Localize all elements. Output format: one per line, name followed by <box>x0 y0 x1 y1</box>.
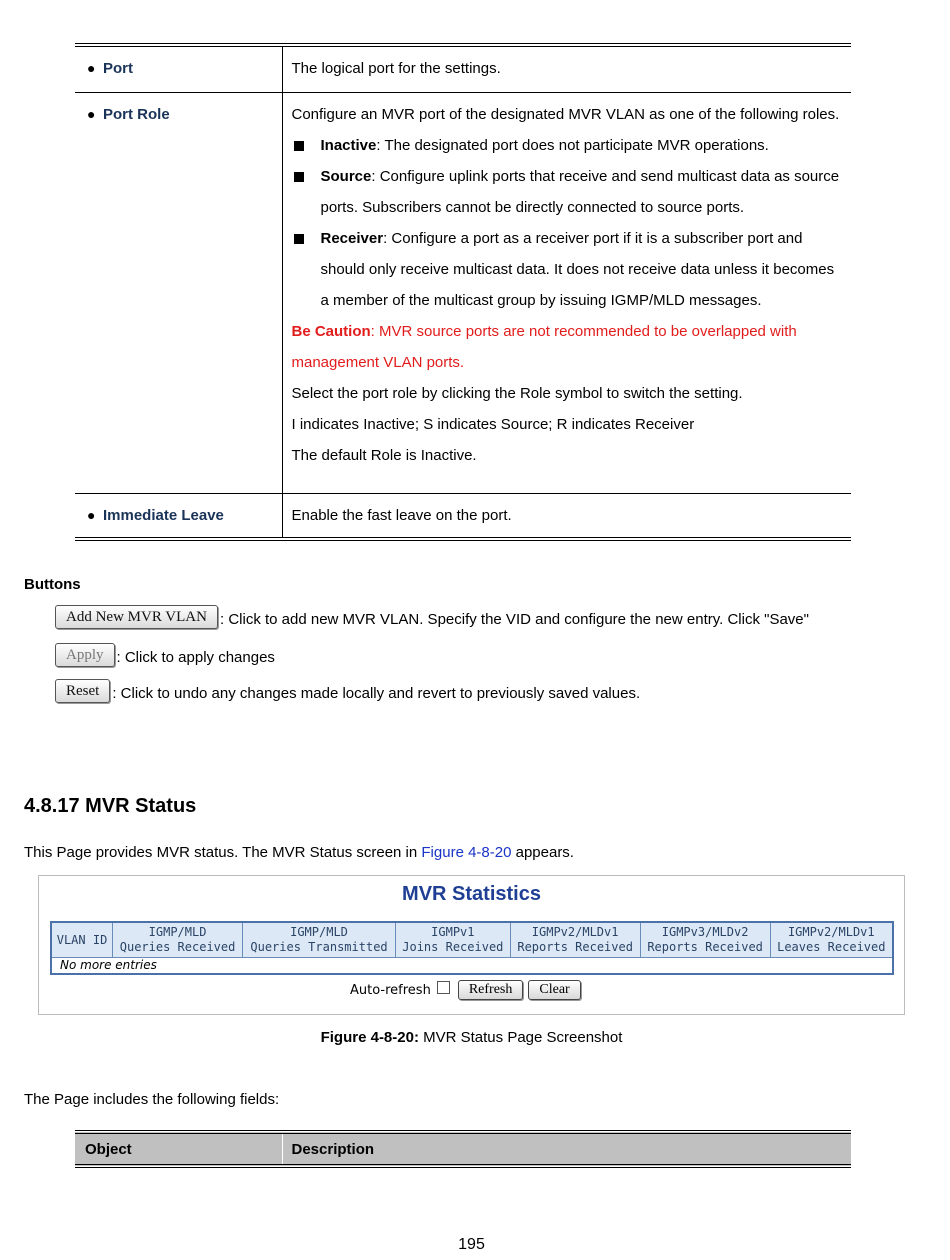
description-immediate-leave: Enable the fast leave on the port. <box>282 493 851 539</box>
description-column-header: Description <box>282 1132 851 1166</box>
caption-label: Figure 4-8-20: <box>320 1029 419 1046</box>
square-bullet-icon <box>294 141 304 151</box>
header-line: Joins Received <box>402 940 504 954</box>
object-name-port: Port <box>103 60 133 77</box>
figure-caption <box>0 1029 943 1046</box>
role-text: : Configure uplink ports that receive and send multicast data as source ports. Subscribers cannot be directly connected to source ports. <box>320 167 840 216</box>
refresh-button[interactable]: Refresh <box>458 980 524 1000</box>
auto-refresh-label: Auto-refresh <box>350 982 431 998</box>
header-line: IGMP/MLD <box>148 925 207 939</box>
description-port: The logical port for the settings. <box>282 45 851 92</box>
header-line: IGMP/MLD <box>290 925 348 939</box>
add-new-mvr-vlan-button[interactable]: Add New MVR VLAN <box>55 605 218 629</box>
column-header <box>243 922 396 958</box>
header-line: Leaves Received <box>777 940 886 954</box>
intro-text: appears. <box>511 844 574 861</box>
role-indicates-line: I indicates Inactive; S indicates Source; R indicates Receiver <box>291 415 695 433</box>
column-header <box>640 922 770 958</box>
apply-button[interactable]: Apply <box>55 643 115 667</box>
object-name-port-role: Port Role <box>103 105 170 123</box>
object-cell <box>75 92 282 493</box>
object-cell <box>75 493 282 539</box>
figure-link[interactable]: Figure 4-8-20 <box>421 844 512 861</box>
role-item-receiver <box>292 223 846 316</box>
role-select-line: Select the port role by clicking the Role symbol to switch the setting. <box>291 384 743 402</box>
role-term: Inactive <box>320 136 377 154</box>
column-header <box>113 922 243 958</box>
reset-button[interactable]: Reset <box>55 679 110 703</box>
object-name-immediate-leave: Immediate Leave <box>103 506 224 524</box>
caution-note <box>292 316 846 378</box>
object-description-table <box>75 1130 851 1168</box>
fields-intro: The Page includes the following fields: <box>24 1091 280 1108</box>
table-row-port <box>75 45 851 92</box>
button-description: : Click to add new MVR VLAN. Specify the VID and configure the new entry. Click "Save" <box>219 611 809 628</box>
intro-text: This Page provides MVR status. The MVR Status screen in <box>24 844 422 861</box>
button-row-apply <box>55 643 275 667</box>
object-cell <box>75 45 282 92</box>
page-number: 195 <box>458 1236 485 1253</box>
bullet-icon: ● <box>87 506 96 523</box>
header-line: Reports Received <box>647 940 763 954</box>
buttons-section-title: Buttons <box>24 576 81 593</box>
role-item-inactive <box>292 130 846 161</box>
role-text: : The designated port does not participate MVR operations. <box>376 136 769 154</box>
header-line: IGMPv2/MLDv1 <box>531 925 619 939</box>
table-row-port-role <box>75 92 851 493</box>
square-bullet-icon <box>294 172 304 182</box>
role-default-line: The default Role is Inactive. <box>291 446 477 464</box>
role-term: Source <box>320 167 372 185</box>
header-line: IGMPv3/MLDv2 <box>661 925 749 939</box>
auto-refresh-checkbox[interactable] <box>437 981 450 994</box>
bullet-icon: ● <box>87 105 96 122</box>
statistics-table <box>50 921 894 975</box>
statistics-title: MVR Statistics <box>402 883 541 905</box>
statistics-header-row <box>51 922 893 958</box>
square-bullet-icon <box>294 234 304 244</box>
caption-text: MVR Status Page Screenshot <box>418 1029 623 1046</box>
table-row-immediate-leave <box>75 493 851 539</box>
role-text: : Configure a port as a receiver port if it is a subscriber port and should only receive multicast data. It does not receive data unless it becomes a member of the multicast group by issuing IGMP/MLD messages. <box>320 229 835 309</box>
button-description: : Click to undo any changes made locally and revert to previously saved values. <box>112 685 641 702</box>
column-header <box>396 922 511 958</box>
role-term: Receiver <box>320 229 384 247</box>
button-description: : Click to apply changes <box>116 649 275 666</box>
button-row-reset <box>55 679 640 703</box>
column-header <box>770 922 893 958</box>
clear-button[interactable]: Clear <box>528 980 580 1000</box>
column-header <box>510 922 640 958</box>
description-port-role <box>282 92 851 493</box>
object-column-header: Object <box>75 1132 282 1166</box>
table-header-row <box>75 1132 851 1166</box>
column-header <box>51 922 113 958</box>
header-line: VLAN ID <box>56 932 108 947</box>
empty-entries-cell: No more entries <box>51 958 893 975</box>
port-role-intro: Configure an MVR port of the designated MVR VLAN as one of the following roles. <box>291 105 840 123</box>
header-line: Queries Received <box>119 940 236 954</box>
button-row-add-vlan <box>55 605 809 629</box>
header-line: IGMPv2/MLDv1 <box>787 925 875 939</box>
caution-text: : MVR source ports are not recommended to be overlapped with management VLAN ports. <box>291 322 797 371</box>
table-row <box>51 958 893 975</box>
role-item-source <box>292 161 846 223</box>
header-line: Queries Transmitted <box>250 940 388 954</box>
header-line: IGMPv1 <box>431 925 475 939</box>
header-line: Reports Received <box>517 940 633 954</box>
refresh-controls <box>350 980 586 1000</box>
mvr-statistics-screenshot <box>38 875 905 1015</box>
fields-description-table <box>75 43 851 541</box>
section-heading: 4.8.17 MVR Status <box>24 795 197 817</box>
bullet-icon: ● <box>87 60 96 76</box>
section-intro <box>24 844 574 861</box>
caution-label: Be Caution <box>291 322 371 340</box>
